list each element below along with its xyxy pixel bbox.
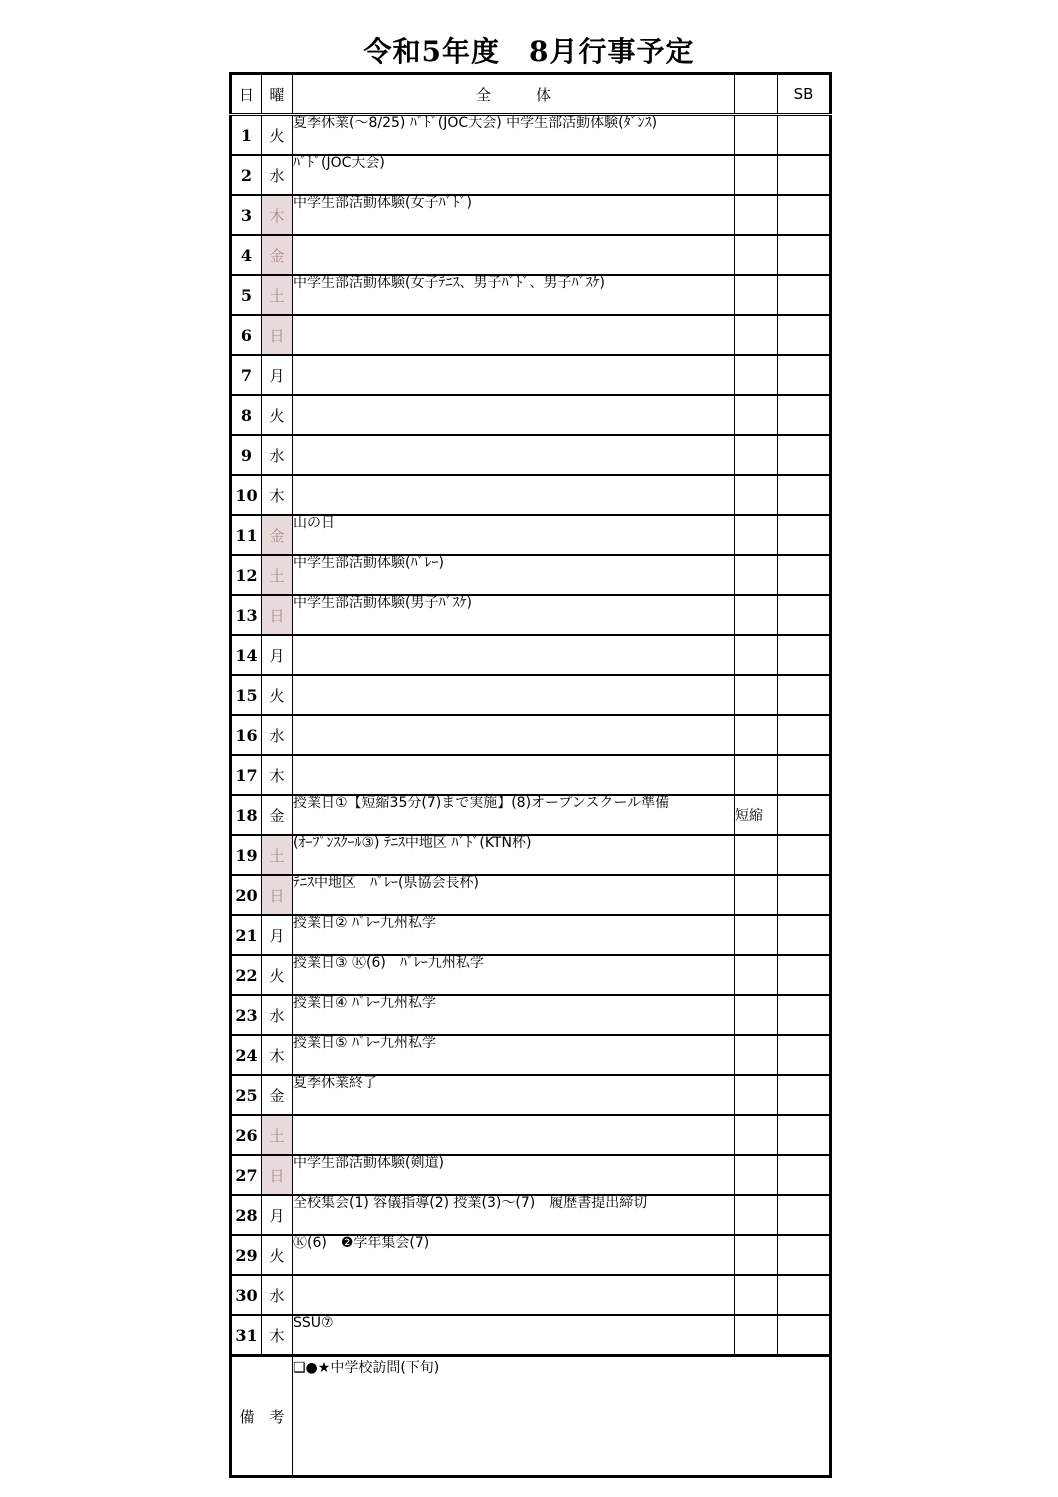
event-text: 授業日③ Ⓚ(6) ﾊﾞﾚｰ九州私学 bbox=[293, 955, 735, 995]
note-cell bbox=[735, 235, 778, 275]
note-cell bbox=[735, 435, 778, 475]
day-row bbox=[231, 115, 831, 156]
note-cell bbox=[735, 475, 778, 515]
day-row bbox=[231, 595, 831, 635]
event-text: ﾃﾆｽ中地区 ﾊﾞﾚｰ(県協会長杯) bbox=[293, 875, 735, 915]
sb-cell bbox=[778, 995, 831, 1035]
note-cell bbox=[735, 1315, 778, 1356]
sb-cell bbox=[778, 355, 831, 395]
event-text: Ⓚ(6) ❷学年集会(7) bbox=[293, 1235, 735, 1275]
sb-cell bbox=[778, 555, 831, 595]
event-text bbox=[293, 435, 735, 475]
day-number: 4 bbox=[231, 235, 262, 275]
day-row bbox=[231, 315, 831, 355]
event-text: 中学生部活動体験(剣道) bbox=[293, 1155, 735, 1195]
note-cell bbox=[735, 275, 778, 315]
sb-cell bbox=[778, 115, 831, 156]
sb-cell bbox=[778, 1115, 831, 1155]
event-text: 中学生部活動体験(女子ﾊﾞﾄﾞ) bbox=[293, 195, 735, 235]
day-row bbox=[231, 1115, 831, 1155]
event-text: 授業日①【短縮35分(7)まで実施】(8)オープンスクール準備 bbox=[293, 795, 735, 835]
day-number: 6 bbox=[231, 315, 262, 355]
day-of-week: 木 bbox=[262, 1035, 293, 1075]
day-of-week: 金 bbox=[262, 515, 293, 555]
note-cell bbox=[735, 635, 778, 675]
day-number: 16 bbox=[231, 715, 262, 755]
event-text bbox=[293, 635, 735, 675]
day-number: 22 bbox=[231, 955, 262, 995]
sb-cell bbox=[778, 835, 831, 875]
day-row bbox=[231, 555, 831, 595]
note-cell bbox=[735, 1075, 778, 1115]
sb-cell bbox=[778, 315, 831, 355]
event-text: 中学生部活動体験(女子ﾃﾆｽ、男子ﾊﾞﾄﾞ、男子ﾊﾞｽｹ) bbox=[293, 275, 735, 315]
sb-cell bbox=[778, 1075, 831, 1115]
page-title: 令和5年度 8月行事予定 bbox=[363, 35, 695, 68]
remarks-label: 備 考 bbox=[231, 1356, 293, 1477]
day-of-week: 水 bbox=[262, 995, 293, 1035]
event-text: 夏季休業終了 bbox=[293, 1075, 735, 1115]
sb-cell bbox=[778, 955, 831, 995]
day-of-week: 木 bbox=[262, 475, 293, 515]
day-of-week: 火 bbox=[262, 675, 293, 715]
note-cell bbox=[735, 115, 778, 156]
note-cell bbox=[735, 1035, 778, 1075]
day-row bbox=[231, 1155, 831, 1195]
event-text bbox=[293, 715, 735, 755]
day-number: 24 bbox=[231, 1035, 262, 1075]
day-row bbox=[231, 995, 831, 1035]
header-blank bbox=[735, 74, 778, 115]
day-number: 9 bbox=[231, 435, 262, 475]
day-of-week: 日 bbox=[262, 1155, 293, 1195]
day-number: 28 bbox=[231, 1195, 262, 1235]
day-of-week: 月 bbox=[262, 355, 293, 395]
day-number: 25 bbox=[231, 1075, 262, 1115]
day-number: 10 bbox=[231, 475, 262, 515]
day-row bbox=[231, 635, 831, 675]
day-of-week: 木 bbox=[262, 195, 293, 235]
day-row bbox=[231, 1315, 831, 1356]
sb-cell bbox=[778, 155, 831, 195]
note-cell bbox=[735, 355, 778, 395]
day-row bbox=[231, 955, 831, 995]
day-row bbox=[231, 195, 831, 235]
note-cell bbox=[735, 875, 778, 915]
sb-cell bbox=[778, 435, 831, 475]
day-number: 11 bbox=[231, 515, 262, 555]
day-of-week: 土 bbox=[262, 275, 293, 315]
event-text: (ｵｰﾌﾟﾝｽｸｰﾙ③) ﾃﾆｽ中地区 ﾊﾞﾄﾞ(KTN杯) bbox=[293, 835, 735, 875]
day-of-week: 水 bbox=[262, 715, 293, 755]
day-of-week: 木 bbox=[262, 755, 293, 795]
note-cell bbox=[735, 835, 778, 875]
day-number: 17 bbox=[231, 755, 262, 795]
sb-cell bbox=[778, 595, 831, 635]
day-number: 31 bbox=[231, 1315, 262, 1356]
sb-cell bbox=[778, 715, 831, 755]
note-cell bbox=[735, 755, 778, 795]
event-text bbox=[293, 355, 735, 395]
header-day: 日 bbox=[231, 74, 262, 115]
event-text bbox=[293, 235, 735, 275]
sb-cell bbox=[778, 515, 831, 555]
day-of-week: 土 bbox=[262, 555, 293, 595]
day-row bbox=[231, 755, 831, 795]
day-row bbox=[231, 795, 831, 835]
note-cell: 短縮 bbox=[735, 795, 778, 835]
event-text: ﾊﾞﾄﾞ(JOC大会) bbox=[293, 155, 735, 195]
day-number: 20 bbox=[231, 875, 262, 915]
day-of-week: 金 bbox=[262, 1075, 293, 1115]
note-cell bbox=[735, 915, 778, 955]
note-cell bbox=[735, 1195, 778, 1235]
day-number: 21 bbox=[231, 915, 262, 955]
sb-cell bbox=[778, 1195, 831, 1235]
day-number: 15 bbox=[231, 675, 262, 715]
day-of-week: 金 bbox=[262, 795, 293, 835]
day-number: 29 bbox=[231, 1235, 262, 1275]
event-text: 中学生部活動体験(男子ﾊﾞｽｹ) bbox=[293, 595, 735, 635]
day-of-week: 土 bbox=[262, 1115, 293, 1155]
event-text bbox=[293, 1115, 735, 1155]
day-number: 2 bbox=[231, 155, 262, 195]
note-cell bbox=[735, 955, 778, 995]
day-of-week: 日 bbox=[262, 595, 293, 635]
day-row bbox=[231, 355, 831, 395]
day-of-week: 土 bbox=[262, 835, 293, 875]
header-row bbox=[231, 74, 831, 115]
event-text bbox=[293, 315, 735, 355]
event-text bbox=[293, 1275, 735, 1315]
event-text: 夏季休業(～8/25) ﾊﾞﾄﾞ(JOC大会) 中学生部活動体験(ﾀﾞﾝｽ) bbox=[293, 115, 735, 156]
event-text: 授業日⑤ ﾊﾞﾚｰ九州私学 bbox=[293, 1035, 735, 1075]
remarks-row bbox=[231, 1356, 831, 1477]
note-cell bbox=[735, 595, 778, 635]
day-number: 27 bbox=[231, 1155, 262, 1195]
sb-cell bbox=[778, 1315, 831, 1356]
sb-cell bbox=[778, 1155, 831, 1195]
event-text bbox=[293, 475, 735, 515]
schedule-table bbox=[229, 72, 832, 1478]
event-text: 全校集会(1) 容儀指導(2) 授業(3)～(7) 履歴書提出締切 bbox=[293, 1195, 735, 1235]
note-cell bbox=[735, 195, 778, 235]
day-row bbox=[231, 275, 831, 315]
day-row bbox=[231, 1035, 831, 1075]
day-row bbox=[231, 835, 831, 875]
day-row bbox=[231, 715, 831, 755]
sb-cell bbox=[778, 395, 831, 435]
day-number: 3 bbox=[231, 195, 262, 235]
day-number: 30 bbox=[231, 1275, 262, 1315]
day-row bbox=[231, 675, 831, 715]
day-number: 18 bbox=[231, 795, 262, 835]
day-of-week: 火 bbox=[262, 955, 293, 995]
day-number: 19 bbox=[231, 835, 262, 875]
note-cell bbox=[735, 995, 778, 1035]
day-number: 7 bbox=[231, 355, 262, 395]
event-text bbox=[293, 755, 735, 795]
day-number: 1 bbox=[231, 115, 262, 156]
note-cell bbox=[735, 1115, 778, 1155]
sb-cell bbox=[778, 1235, 831, 1275]
day-row bbox=[231, 915, 831, 955]
event-text: 中学生部活動体験(ﾊﾞﾚｰ) bbox=[293, 555, 735, 595]
sb-cell bbox=[778, 795, 831, 835]
event-text bbox=[293, 675, 735, 715]
day-row bbox=[231, 1275, 831, 1315]
day-of-week: 金 bbox=[262, 235, 293, 275]
note-cell bbox=[735, 515, 778, 555]
day-of-week: 火 bbox=[262, 1235, 293, 1275]
day-of-week: 日 bbox=[262, 875, 293, 915]
sb-cell bbox=[778, 235, 831, 275]
day-row bbox=[231, 1075, 831, 1115]
sb-cell bbox=[778, 1275, 831, 1315]
event-text bbox=[293, 395, 735, 435]
note-cell bbox=[735, 395, 778, 435]
sb-cell bbox=[778, 675, 831, 715]
day-number: 8 bbox=[231, 395, 262, 435]
sb-cell bbox=[778, 1035, 831, 1075]
event-text: 授業日② ﾊﾞﾚｰ九州私学 bbox=[293, 915, 735, 955]
day-of-week: 火 bbox=[262, 395, 293, 435]
day-row bbox=[231, 1195, 831, 1235]
event-text: 授業日④ ﾊﾞﾚｰ九州私学 bbox=[293, 995, 735, 1035]
day-number: 26 bbox=[231, 1115, 262, 1155]
sb-cell bbox=[778, 635, 831, 675]
sb-cell bbox=[778, 475, 831, 515]
note-cell bbox=[735, 1235, 778, 1275]
event-text: SSU⑦ bbox=[293, 1315, 735, 1356]
note-cell bbox=[735, 675, 778, 715]
day-of-week: 火 bbox=[262, 115, 293, 156]
day-of-week: 水 bbox=[262, 155, 293, 195]
note-cell bbox=[735, 315, 778, 355]
sb-cell bbox=[778, 915, 831, 955]
note-cell bbox=[735, 715, 778, 755]
header-sb: SB bbox=[778, 74, 831, 115]
day-number: 13 bbox=[231, 595, 262, 635]
day-row bbox=[231, 515, 831, 555]
day-row bbox=[231, 475, 831, 515]
remarks-text: ❏●★中学校訪問(下旬) bbox=[293, 1356, 831, 1477]
sb-cell bbox=[778, 875, 831, 915]
day-number: 14 bbox=[231, 635, 262, 675]
day-row bbox=[231, 235, 831, 275]
note-cell bbox=[735, 1155, 778, 1195]
day-of-week: 月 bbox=[262, 915, 293, 955]
day-row bbox=[231, 875, 831, 915]
day-row bbox=[231, 155, 831, 195]
day-of-week: 木 bbox=[262, 1315, 293, 1356]
day-row bbox=[231, 1235, 831, 1275]
sb-cell bbox=[778, 195, 831, 235]
day-of-week: 日 bbox=[262, 315, 293, 355]
day-number: 5 bbox=[231, 275, 262, 315]
header-dow: 曜 bbox=[262, 74, 293, 115]
day-of-week: 水 bbox=[262, 1275, 293, 1315]
day-of-week: 月 bbox=[262, 1195, 293, 1235]
note-cell bbox=[735, 1275, 778, 1315]
sb-cell bbox=[778, 755, 831, 795]
note-cell bbox=[735, 555, 778, 595]
note-cell bbox=[735, 155, 778, 195]
day-row bbox=[231, 435, 831, 475]
sb-cell bbox=[778, 275, 831, 315]
event-text: 山の日 bbox=[293, 515, 735, 555]
day-of-week: 水 bbox=[262, 435, 293, 475]
header-all: 全 体 bbox=[293, 74, 735, 115]
day-row bbox=[231, 395, 831, 435]
day-of-week: 月 bbox=[262, 635, 293, 675]
day-number: 23 bbox=[231, 995, 262, 1035]
day-number: 12 bbox=[231, 555, 262, 595]
